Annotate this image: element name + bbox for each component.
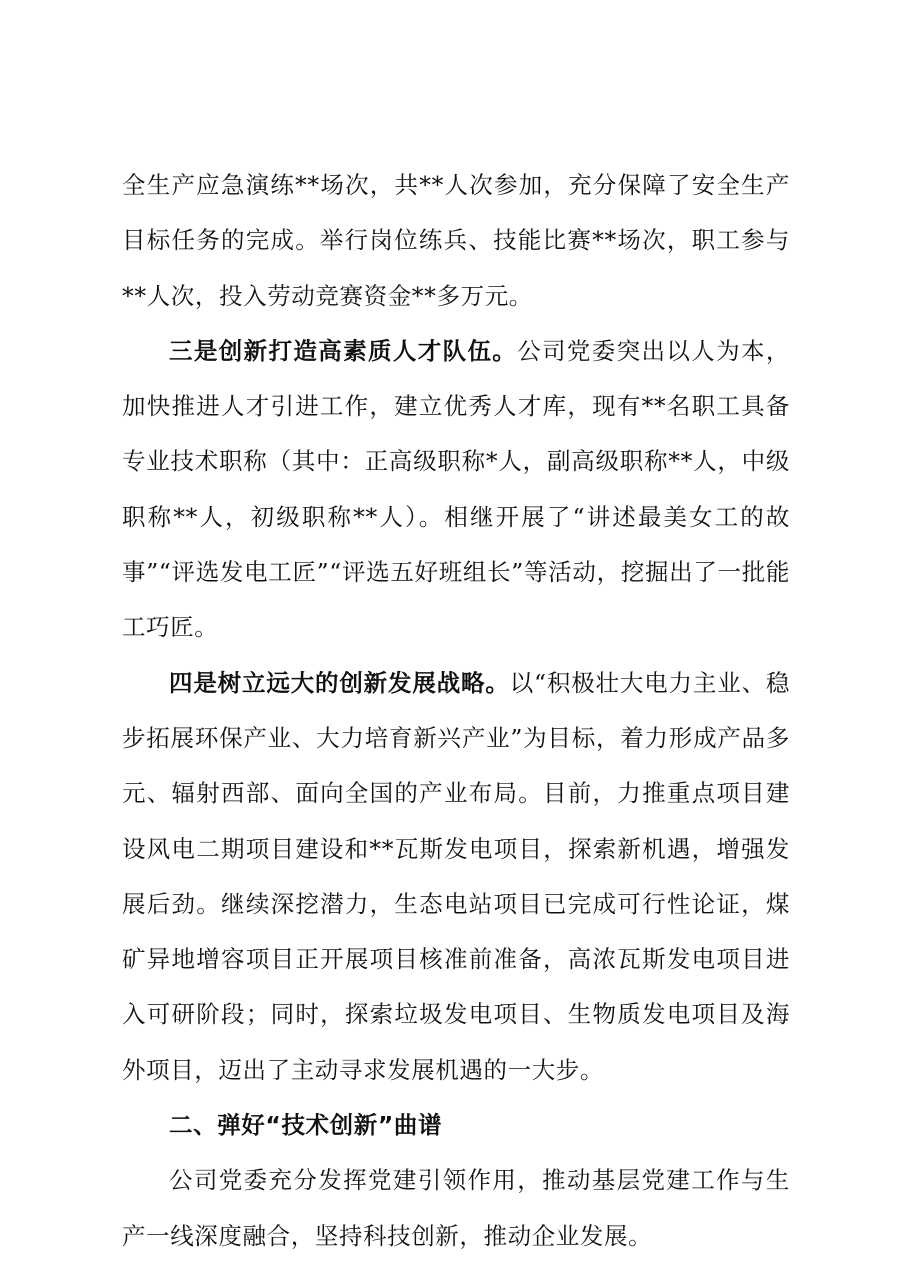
section-heading-text: 二、弹好“技术创新”曲谱 <box>169 1111 443 1140</box>
paragraph-lead: 四是树立远大的创新发展战略。 <box>169 668 510 697</box>
paragraph-talent-team <box>122 324 790 656</box>
paragraph-text: 以“积极壮大电力主业、稳步拓展环保产业、大力培育新兴产业”为目标，着力形成产品多元、辐射西部、面向全国的产业布局。目前，力推重点项目建设风电二期项目建设和**瓦斯发电项目，探索新机遇，增强发展后劲。继续深挖潜力，生态电站项目已完成可行性论证，煤矿异地增容项目正开展项目核准前准备，高浓瓦斯发电项目进入可研阶段；同时，探索垃圾发电项目、生物质发电项目及海外项目，迈出了主动寻求发展机遇的一大步。 <box>122 668 791 1084</box>
document-body <box>122 158 790 1264</box>
paragraph-lead: 三是创新打造高素质人才队伍。 <box>169 336 518 365</box>
paragraph-safety-drills <box>122 158 790 324</box>
paragraph-party-leadership <box>122 1153 790 1264</box>
paragraph-text: 公司党委充分发挥党建引领作用，推动基层党建工作与生产一线深度融合，坚持科技创新，推动企业发展。 <box>122 1166 790 1250</box>
paragraph-text: 公司党委突出以人为本，加快推进人才引进工作，建立优秀人才库，现有**名职工具备专业技术职称（其中：正高级职称*人，副高级职称**人，中级职称**人，初级职称**人）。相继开展了“讲述最美女工的故事”“评选发电工匠”“评选五好班组长”等活动，挖掘出了一批能工巧匠。 <box>122 336 790 642</box>
paragraph-text: 全生产应急演练**场次，共**人次参加，充分保障了安全生产目标任务的完成。举行岗位练兵、技能比赛**场次，职工参与**人次，投入劳动竞赛资金**多万元。 <box>122 171 790 310</box>
paragraph-development-strategy <box>122 656 790 1098</box>
section-heading <box>122 1098 790 1153</box>
